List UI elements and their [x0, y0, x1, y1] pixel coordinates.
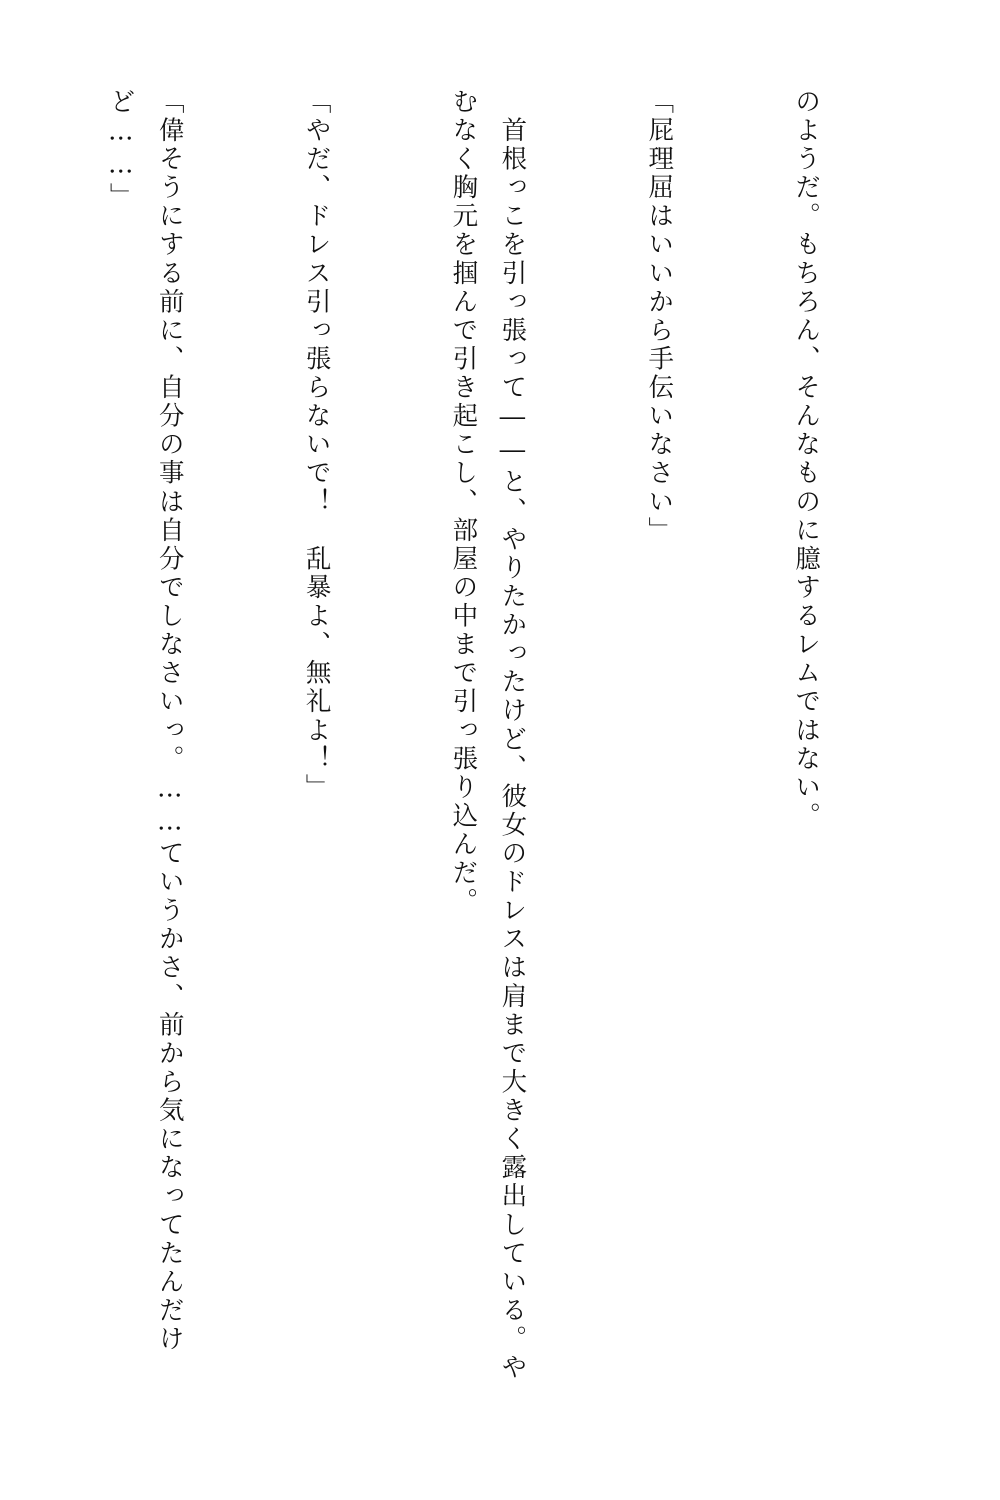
paragraph: のようだ。もちろん、そんなものに臆するレムではない。 — [791, 88, 822, 831]
paragraph: 首根っこを引っ張って――と、やりたかったけど、彼女のドレスは肩まで大きく露出している。やむなく胸元を掴んで引き起こし、部屋の中まで引っ張り込んだ。 — [448, 88, 528, 1383]
paragraph: 「偉そうにする前に、自分の事は自分でしなさいっ。……ていうかさ、前から気になってたんだけど……」 — [105, 88, 185, 1354]
paragraph: 「やだ、ドレス引っ張らないで！ 乱暴よ、無礼よ！」 — [301, 88, 332, 802]
paragraph: 「屁理屈はいいから手伝いなさい」 — [644, 88, 675, 545]
vertical-text-body — [105, 88, 928, 1388]
